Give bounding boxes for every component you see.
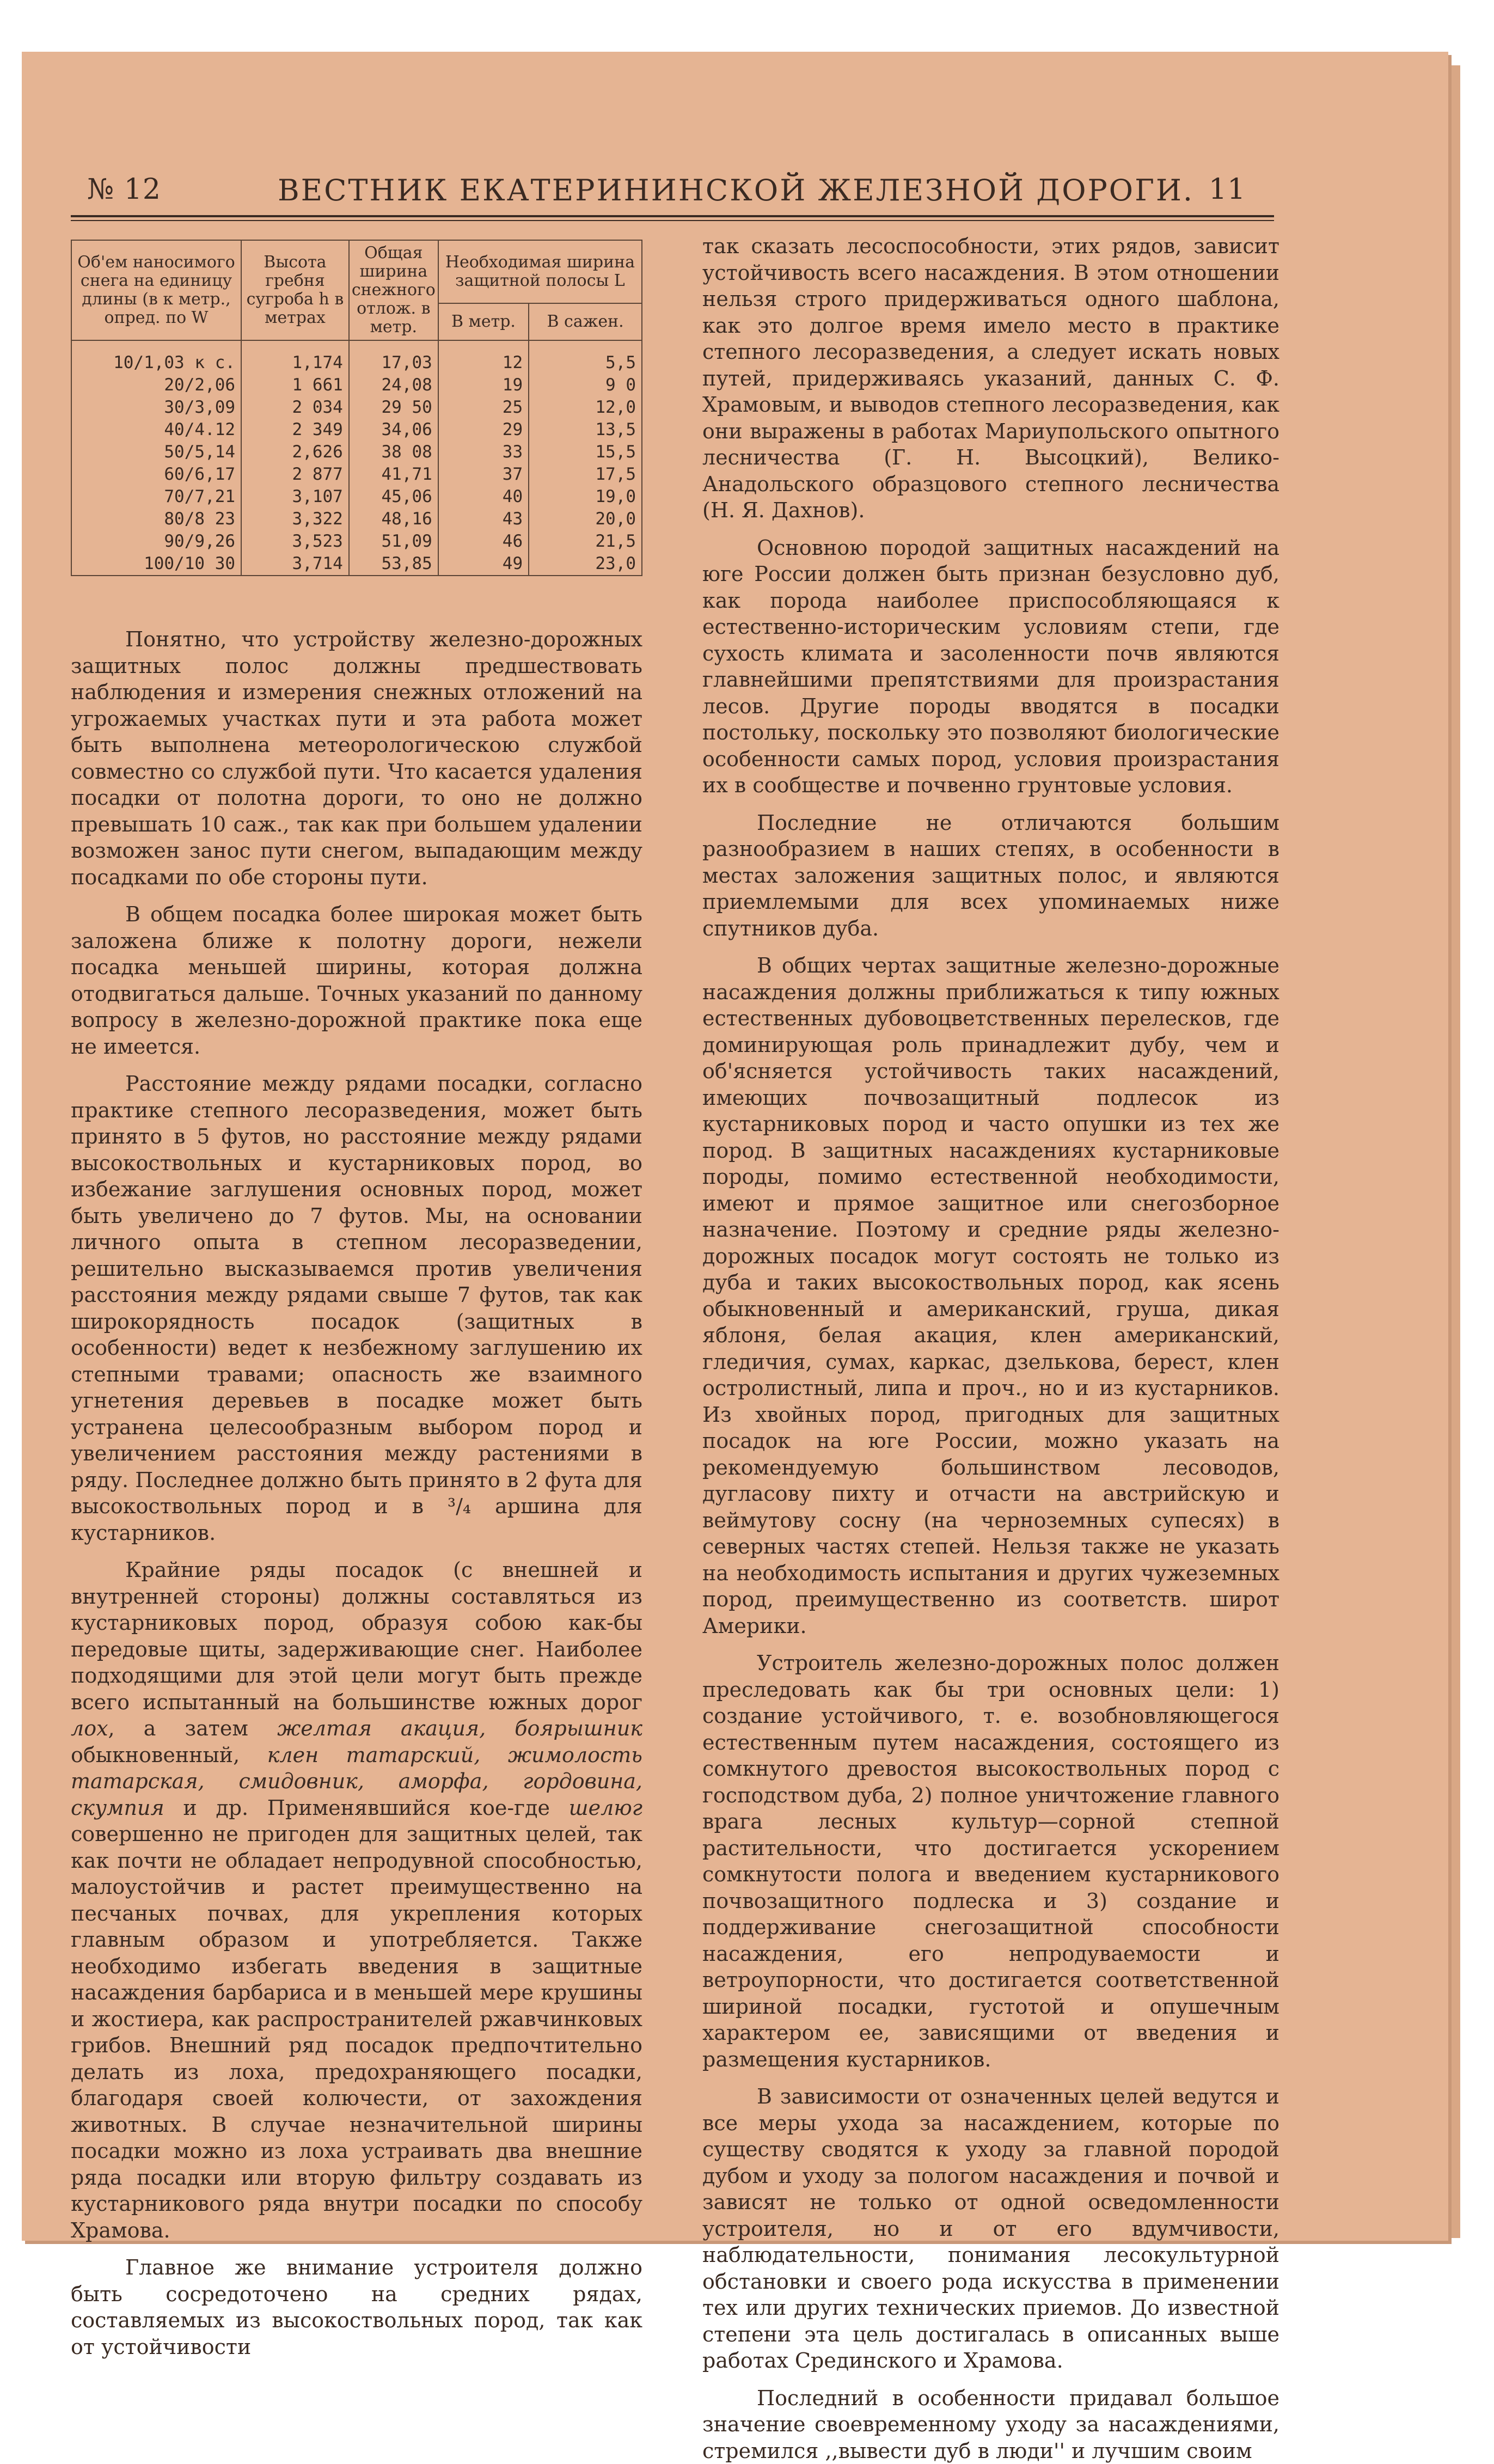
paragraph: так сказать лесоспособности, этих рядов, зависит устойчивость всего насаждения. В этом отношении нельзя строго придерживаться одного шаблона, как это долгое время имело место в практике степного лесоразведения, а следует искать новых путей, придерживаясь указаний, данных С. Ф. Храмовым, и выводов степного лесоразведения, как они выражены в работах Мариупольского опытного лесничества (Г. Н. Высоцкий), Велико-Анадольского образцового степного лесничества (Н. Я. Дахнов).: [702, 233, 1279, 524]
paragraph: Устроитель железно-дорожных полос должен преследовать как бы три основных цели: 1) создание устойчивого, т. е. возобновляющегося естественным путем насаждения, состоящего из сомкнутого древостоя высокоствольных пород с господством дуба, 2) полное уничтожение главного врага лесных культур—сорной степной растительности, что достигается ускорением сомкнутости полога и введением кустарникового почвозащитного подлеска и 3) создание и поддерживание снегозащитной способности насаждения, его непродуваемости и ветроупорности, что достигается соответственной шириной посадки, густотой и опушечным характером ее, зависящими от введения и размещения кустарников.: [702, 1650, 1279, 2072]
table-row: 100/10 30 3,714 53,85 49 23,0: [71, 553, 642, 576]
italic-term: лох: [71, 1716, 108, 1740]
table-row: 30/3,09 2 034 29 50 25 12,0: [71, 396, 642, 419]
table-row: 50/5,14 2,626 38 08 33 15,5: [71, 441, 642, 463]
paragraph: В зависимости от означенных целей ведутся и все меры ухода за насаждением, которые по существу сводятся к уходу за главной породой дубом и уходу за пологом насаждения и почвой и зависят не только от одной осведомленности устроителя, но и от его вдумчивости, наблюдательности, понимания лесокультурной обстановки и своего рода искусства в применении тех или других технических приемов. До известной степени эта цель достигалась в описанных выше работах Срединского и Храмова.: [702, 2083, 1279, 2374]
paragraph: В общих чертах защитные железно-дорожные насаждения должны приближаться к типу южных естественных дубовоцветственных перелесков, где доминирующая роль принадлежит дубу, чем и об'ясняется устойчивость таких насаждений, имеющих почвозащитный подлесок из кустарниковых пород и часто опушки из тех же пород. В защитных насаждениях кустарниковые породы, помимо естественной необходимости, имеют и прямое защитное или снегозборное назначение. Поэтому и средние ряды железно-дорожных посадок могут состоять не только из дуба и таких высокоствольных пород, как ясень обыкновенный и американский, груша, дикая яблоня, белая акация, клен американский, гледичия, сумах, каркас, дзелькова, берест, клен остролистный, липа и проч., но и из кустарников. Из хвойных пород, пригодных для защитных посадок на юге России, можно указать на рекомендуемую большинством лесоводов, дугласову пихту и отчасти на австрийскую и веймутову сосну (на черноземных супесях) в северных частях степей. Нельзя также не указать на необходимость испытания и других чужеземных пород, преимущественно из соответств. широт Америки.: [702, 952, 1279, 1639]
paragraph: Последний в особенности придавал большое значение своевременному уходу за насаждениями, стремился ,,вывести дуб в люди'' и лучшим своим: [702, 2385, 1279, 2464]
paragraph: Основною породой защитных насаждений на юге России должен быть признан безусловно дуб, как порода наиболее приспособляющаяся к естественно-историческим условиям степи, где сухость климата и засоленности почв являются главнейшими препятствиями для произрастания лесов. Другие породы вводятся в посадки постольку, поскольку это позволяют биологические особенности самых пород, условия произрастания их в сообществе и почвенно грунтовые условия.: [702, 535, 1279, 799]
table-header-sazhen: В сажен.: [529, 303, 642, 340]
paragraph: В общем посадка более широкая может быть заложена ближе к полотну дороги, нежели посадка меньшей ширины, которая должна отодвигаться дальше. Точных указаний по данному вопросу в железно-дорожной практике пока еще не имеется.: [71, 901, 642, 1060]
snow-table: [71, 240, 642, 576]
table-row: 60/6,17 2 877 41,71 37 17,5: [71, 463, 642, 486]
paragraph: Понятно, что устройству железно-дорожных защитных полос должны предшествовать наблюдения и измерения снежных отложений на угрожаемых участках пути и эта работа может быть выполнена метеорологическою службой совместно со службой пути. Что касается удаления посадки от полотна дороги, то оно не должно превышать 10 саж., так как при большем удалении возможен занос пути снегом, выпадающим между посадками по обе стороны пути.: [71, 626, 642, 890]
table-header-height: Высота гребня сугроба h в метрах: [241, 240, 349, 340]
paragraph: Последние не отличаются большим разнообразием в наших степях, в особенности в местах заложения защитных полос, и являются приемлемыми для всех упоминаемых ниже спутников дуба.: [702, 810, 1279, 942]
header-rule: [71, 215, 1274, 217]
table-row: 70/7,21 3,107 45,06 40 19,0: [71, 486, 642, 508]
table-row: 10/1,03 к с. 1,174 17,03 12 5,5: [71, 340, 642, 374]
journal-title: ВЕСТНИК ЕКАТЕРИНИНСКОЙ ЖЕЛЕЗНОЙ ДОРОГИ.: [278, 173, 1194, 207]
paragraph: Главное же внимание устроителя должно быть сосредоточено на средних рядах, составляемых из высокоствольных пород, так как от устойчивости: [71, 2254, 642, 2360]
table-header-meters: В метр.: [438, 303, 529, 340]
table-header-volume: Об'ем наносимого снега на единицу длины (в к метр., опред. по W: [71, 240, 241, 340]
table-header-strip: Необходимая ширина защитной полосы L: [438, 240, 642, 303]
header-rule-thin: [71, 220, 1274, 221]
paragraph: Расстояние между рядами посадки, согласно практике степного лесоразведения, может быть принято в 5 футов, но расстояние между рядами высокоствольных и кустарниковых пород, во избежание заглушения основных пород, может быть увеличено до 7 футов. Мы, на основании личного опыта в степном лесоразведении, решительно высказываемся против увеличения расстояния между рядами свыше 7 футов, так как широкорядность посадок (защитных в особенности) ведет к незбежному заглушению их степными травами; опасность же взаимного угнетения деревьев в посадке может быть устранена целесообразным выбором пород и увеличением расстояния между растениями в ряду. Последнее должно быть принято в 2 фута для высокоствольных пород и в ³/₄ аршина для кустарников.: [71, 1071, 642, 1546]
italic-term: шелюг: [569, 1796, 642, 1820]
italic-term: желтая акация, боярышник: [277, 1716, 642, 1740]
table-row: 40/4.12 2 349 34,06 29 13,5: [71, 419, 642, 441]
table-row: 90/9,26 3,523 51,09 46 21,5: [71, 530, 642, 553]
table-header-width: Общая ширина снежного отлож. в метр.: [349, 240, 438, 340]
right-column: [702, 233, 1279, 2464]
left-column: [71, 626, 642, 2360]
italic-term: клен татарский, жимолость татарская, смидовник, аморфа, гордовина, скумпия: [71, 1743, 642, 1820]
paragraph: Крайние ряды посадок (с внешней и внутренней стороны) должны составляться из кустарниковых пород, образуя собою как-бы передовые щиты, задерживающие снег. Наиболее подходящими для этой цели могут быть прежде всего испытанный на большинстве южных дорог лох, а затем желтая акация, боярышник обыкновенный, клен татарский, жимолость татарская, смидовник, аморфа, гордовина, скумпия и др. Применявшийся кое-где шелюг совершенно не пригоден для защитных целей, так как почти не обладает непродувной способностью, малоустойчив и растет преимущественно на песчаных почвах, для укрепления которых главным образом и употребляется. Также необходимо избегать введения в защитные насаждения барбариса и в меньшей мере крушины и жостиера, как распространителей ржавчинковых грибов. Внешний ряд посадок предпочтительно делать из лоха, предохраняющего посадки, благодаря своей колючести, от захождения животных. В случае незначительной ширины посадки можно из лоха устраивать два внешние ряда посадки или вторую фильтру создавать из кустарникового ряда внутри посадки по способу Храмова.: [71, 1557, 642, 2243]
table-row: 20/2,06 1 661 24,08 19 9 0: [71, 374, 642, 396]
issue-number: № 12: [87, 173, 161, 206]
page-number: 11: [1209, 173, 1246, 206]
table-row: 80/8 23 3,322 48,16 43 20,0: [71, 508, 642, 530]
running-header: [87, 173, 1274, 211]
